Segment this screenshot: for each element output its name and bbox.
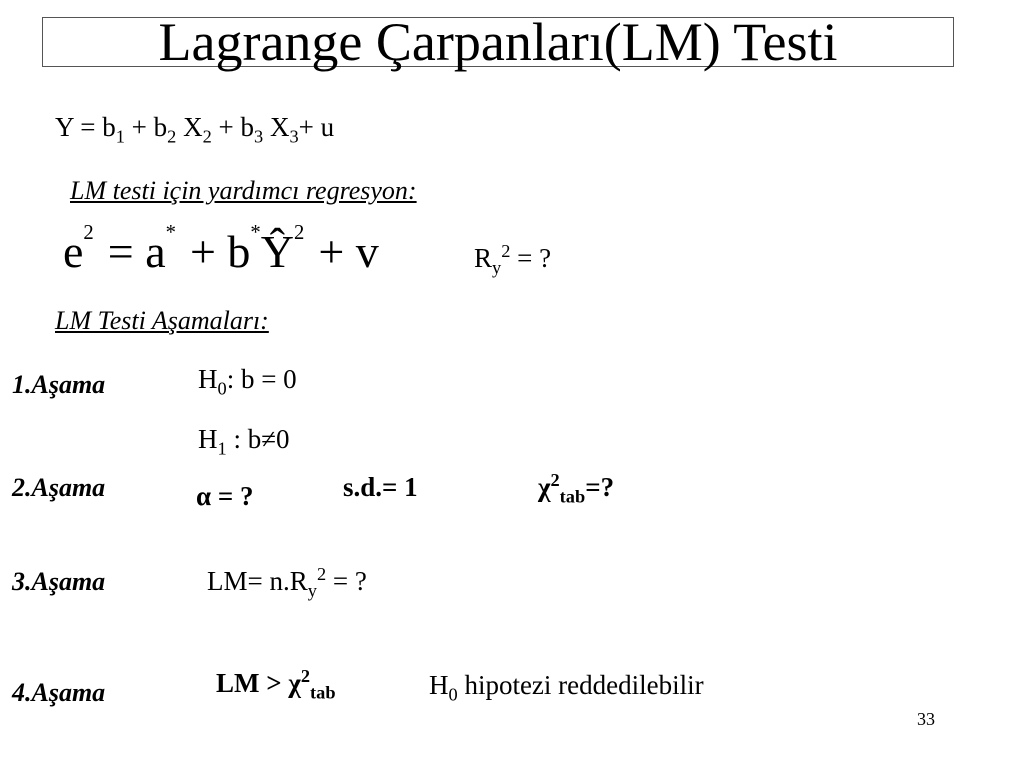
stage-1-label: 1.Aşama — [12, 370, 106, 399]
steps-heading: LM Testi Aşamaları: — [55, 306, 269, 335]
h1-h: H — [198, 424, 218, 454]
stage-2-label: 2.Aşama — [12, 473, 106, 502]
chi-tail: =? — [585, 472, 615, 502]
formula-y-sup: 2 — [294, 222, 305, 245]
ry-squared-question — [474, 241, 552, 278]
degrees-of-freedom: s.d.= 1 — [343, 472, 418, 502]
formula-yhat: Ŷ — [260, 226, 294, 277]
eq-x3: X — [263, 112, 290, 142]
rej-h: H — [429, 670, 449, 700]
chi-sup: 2 — [550, 470, 560, 490]
stage-3-label: 3.Aşama — [12, 567, 106, 596]
h1-tail: : b≠0 — [226, 424, 290, 454]
lm-gt-sup: 2 — [300, 666, 311, 686]
lm-sub: y — [307, 580, 317, 601]
lm-head: LM= n.R — [207, 566, 308, 596]
alt-hypothesis — [198, 424, 290, 459]
h1-sub: 1 — [217, 438, 227, 459]
ry-sup: 2 — [501, 241, 511, 261]
alpha-question: α = ? — [196, 481, 254, 511]
eq-sub-x3: 3 — [289, 126, 299, 147]
slide-title: Lagrange Çarpanları(LM) Testi — [158, 12, 838, 72]
lm-sup: 2 — [316, 564, 327, 584]
lm-gt-sub: tab — [310, 682, 336, 703]
eq-x2: X — [176, 112, 203, 142]
title-box — [42, 12, 954, 72]
lm-statistic — [207, 564, 367, 601]
formula-eq-a: = a — [107, 226, 166, 277]
chi-square-tab — [538, 470, 615, 507]
formula-e: e — [63, 226, 84, 277]
chi-sub: tab — [559, 486, 586, 507]
eq-plus-b2: + b — [124, 112, 168, 142]
eq-sub-x2: 2 — [202, 126, 212, 147]
formula-e-sup: 2 — [83, 222, 94, 245]
eq-tail: + u — [298, 112, 335, 142]
formula-b-sup: * — [250, 222, 261, 245]
lm-decision-rule — [216, 666, 336, 703]
formula-plus-b: + b — [189, 226, 251, 277]
eq-sub-1: 1 — [115, 126, 125, 147]
lm-gt-head: LM > χ — [216, 668, 301, 698]
ry-sub: y — [492, 257, 502, 278]
rej-sub: 0 — [448, 684, 458, 705]
lm-tail: = ? — [326, 566, 367, 596]
formula-a-sup: * — [165, 222, 176, 245]
chi-symbol: χ — [538, 472, 551, 502]
formula-plus-v: + v — [318, 226, 379, 277]
eq-sub-2: 2 — [167, 126, 177, 147]
ry-r: R — [474, 243, 493, 273]
ry-tail: = ? — [510, 243, 552, 273]
h0-h: H — [198, 364, 218, 394]
h0-rejection-text — [429, 670, 704, 705]
page-number: 33 — [917, 709, 935, 729]
aux-regression-formula — [63, 222, 379, 278]
rej-tail: hipotezi reddedilebilir — [457, 670, 704, 700]
stage-4-label: 4.Aşama — [12, 678, 106, 707]
null-hypothesis — [198, 364, 297, 399]
h0-tail: : b = 0 — [226, 364, 297, 394]
aux-regression-heading: LM testi için yardımcı regresyon: — [70, 176, 417, 205]
eq-y: Y = b — [55, 112, 116, 142]
eq-sub-3: 3 — [254, 126, 264, 147]
eq-plus-b3: + b — [211, 112, 255, 142]
h0-sub: 0 — [217, 378, 227, 399]
model-equation — [55, 112, 335, 147]
